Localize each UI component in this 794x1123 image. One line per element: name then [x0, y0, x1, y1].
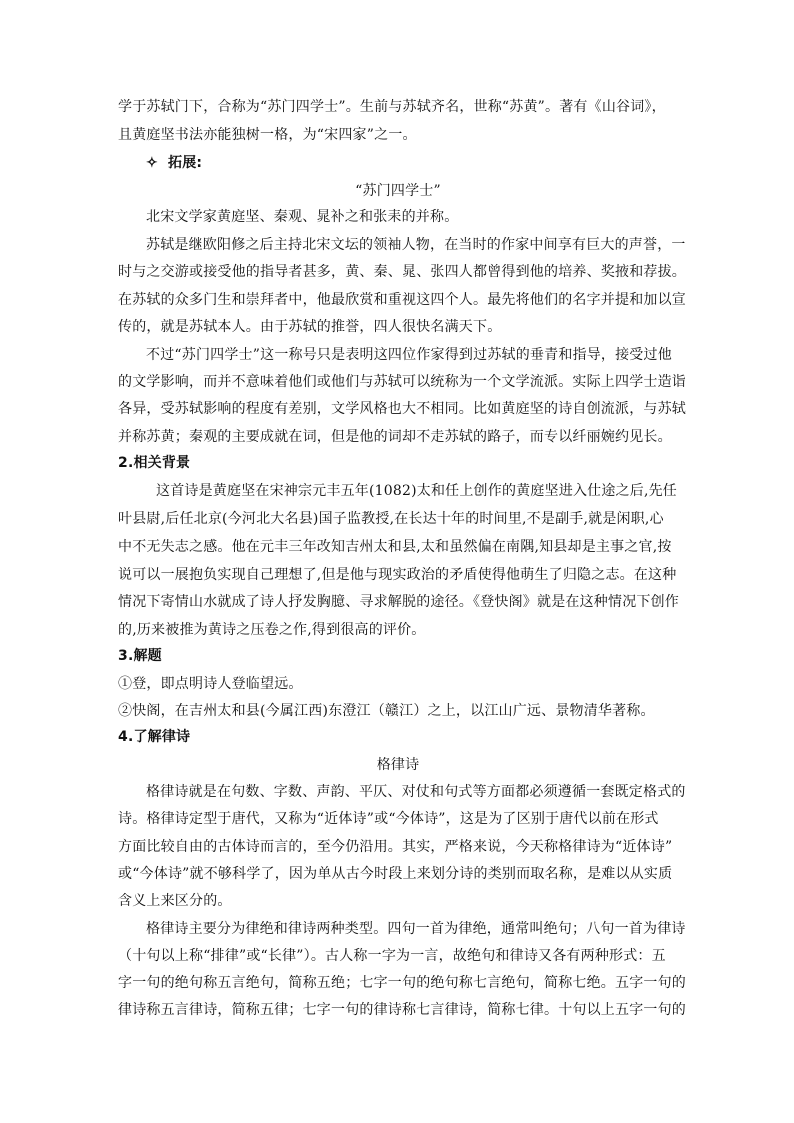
expand-label: 拓展:	[168, 155, 203, 171]
paragraph-line: 各异，受苏轼影响的程度有差别，文学风格也大不相同。比如黄庭坚的诗自创流派，与苏轼	[118, 401, 686, 417]
paragraph-line: ②快阁，在吉州太和县(今属江西)东澄江（赣江）之上，以江山广远、景物清华著称。	[118, 703, 655, 719]
paragraph-line: 格律诗就是在句数、字数、声韵、平仄、对仗和句式等方面都必须遵循一套既定格式的	[146, 784, 686, 800]
paragraph-line: 的文学影响，而并不意味着他们或他们与苏轼可以统称为一个文学流派。实际上四学士造诣	[118, 374, 686, 390]
expand-label-row	[146, 154, 688, 172]
paragraph-line: 学于苏轼门下，合称为“苏门四学士”。生前与苏轼齐名，世称“苏黄”。著有《山谷词》，	[118, 99, 666, 115]
paragraph-line: 且黄庭坚书法亦能独树一格，为“宋四家”之一。	[118, 127, 417, 143]
paragraph-line: 说可以一展抱负实现自己理想了,但是他与现实政治的矛盾使得他萌生了归隐之志。在这种	[118, 567, 677, 583]
paragraph-line: 并称苏黄；秦观的主要成就在词，但是他的词却不走苏轼的路子，而专以纤丽婉约见长。	[118, 429, 672, 445]
paragraph-line: 含义上来区分的。	[118, 893, 232, 909]
expand-title: “苏门四学士”	[355, 183, 441, 199]
paragraph-line: （十句以上称“排律”或“长律”）。古人称一字为一言，故绝句和律诗又各有两种形式：五	[118, 948, 666, 964]
paragraph-line: 在苏轼的众多门生和崇拜者中，他最欣赏和重视这四个人。最先将他们的名字并提和加以宣	[118, 292, 686, 308]
paragraph-line: 北宋文学家黄庭坚、秦观、晁补之和张耒的并称。	[146, 209, 459, 225]
paragraph-line: 这首诗是黄庭坚在宋神宗元丰五年(1082)太和任上创作的黄庭坚进入仕途之后,先任	[156, 483, 678, 499]
paragraph-line: 时与之交游或接受他的指导者甚多，黄、秦、晁、张四人都曾得到他的培养、奖掖和荐拔。	[118, 264, 686, 280]
paragraph-line: 格律诗主要分为律绝和律诗两种类型。四句一首为律绝，通常叫绝句；八句一首为律诗	[146, 921, 686, 937]
paragraph-line: 苏轼是继欧阳修之后主持北宋文坛的领袖人物，在当时的作家中间享有巨大的声誉，一	[146, 237, 686, 253]
diamond-bullet-icon: ✧	[146, 155, 158, 171]
paragraph-line: 传的，就是苏轼本人。由于苏轼的推誉，四人很快名满天下。	[118, 319, 502, 335]
paragraph-line: 字一句的绝句称五言绝句，简称五绝；七字一句的绝句称七言绝句，简称七绝。五字一句的	[118, 975, 686, 991]
paragraph-line: 诗。格律诗定型于唐代，又称为“近体诗”或“今体诗”，这是为了区别于唐代以前在形式	[118, 811, 659, 827]
section-heading: 2.相关背景	[118, 455, 191, 471]
paragraph-line: ①登，即点明诗人登临望远。	[118, 676, 303, 692]
paragraph-line: 的,历来被推为黄诗之压卷之作,得到很高的评价。	[118, 622, 426, 638]
paragraph-line: 方面比较自由的古体诗而言的，至今仍沿用。其实，严格来说，今天称格律诗为“近体诗”	[118, 839, 673, 855]
paragraph-line: 不过“苏门四学士”这一称号只是表明这四位作家得到过苏轼的垂青和指导，接受过他	[146, 347, 672, 363]
section-heading: 4.了解律诗	[118, 729, 191, 745]
paragraph-line: 中不无失志之感。他在元丰三年改知吉州太和县,太和虽然偏在南隅,知县却是主事之官,按	[118, 539, 672, 555]
section-heading: 3.解题	[118, 648, 162, 664]
lushi-title: 格律诗	[376, 757, 420, 773]
paragraph-line: 情况下寄情山水就成了诗人抒发胸臆、寻求解脱的途径。《登快阁》就是在这种情况下创作	[118, 594, 679, 610]
paragraph-line: 或“今体诗”就不够科学了，因为单从古今时段上来划分诗的类别而取名称，是难以从实质	[118, 866, 673, 882]
paragraph-line: 叶县尉,后任北京(今河北大名县)国子监教授,在长达十年的时间里,不是副手,就是闲职,心	[118, 511, 664, 527]
paragraph-line: 律诗称五言律诗，简称五律；七字一句的律诗称七言律诗，简称七律。十句以上五字一句的	[118, 1002, 686, 1018]
